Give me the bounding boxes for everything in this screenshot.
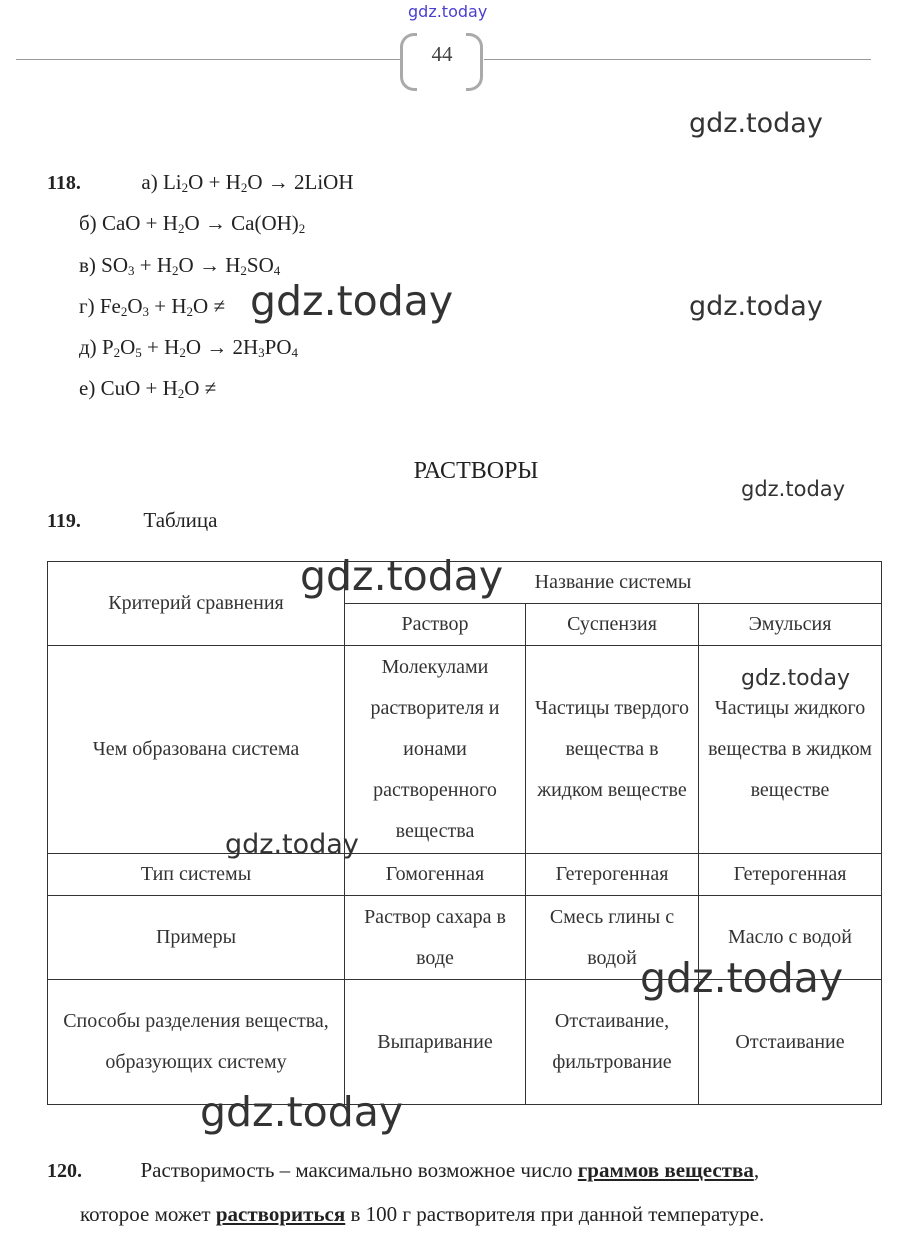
reaction-line: в) $SO_3 + H_2O \to H_2SO_4$ [79, 253, 281, 278]
reaction-line: д) $P_2O_5 + H_2O \to 2H_3PO_4$ [79, 335, 299, 360]
definition-keyword: раствориться [215, 1202, 346, 1226]
row-criterion: Способы разделения вещества, образующих систему [48, 980, 345, 1105]
watermark: gdz.today [689, 108, 823, 139]
row-criterion: Тип системы [48, 854, 345, 896]
table-cell: Смесь глины с водой [526, 896, 699, 980]
task-119 [47, 508, 217, 533]
table-cell: Масло с водой [699, 896, 882, 980]
watermark: gdz.today [640, 954, 844, 1002]
watermark: gdz.today [741, 477, 846, 501]
definition-punct: , [753, 1158, 760, 1182]
header-rule-left [16, 59, 400, 60]
task-number: 118. [47, 172, 81, 194]
column-header: Раствор [345, 604, 526, 646]
table-cell: Отстаивание [699, 980, 882, 1105]
reaction-line: г) $Fe_2O_3 + H_2O$ ≠ [79, 294, 225, 319]
watermark: gdz.today [689, 291, 823, 322]
table-cell: Выпаривание [345, 980, 526, 1105]
reaction-label: б) [79, 211, 97, 235]
section-title: РАСТВОРЫ [413, 458, 539, 484]
row-criterion: Примеры [48, 896, 345, 980]
definition-keyword: граммов вещества [577, 1158, 754, 1182]
definition-text: Растворимость – максимально возможное число [140, 1158, 573, 1182]
table-cell: Гетерогенная [699, 854, 882, 896]
reaction-line: е) CuO + $H_2O$ ≠ [79, 376, 217, 401]
watermark: gdz.today [250, 277, 454, 325]
table-cell: Частицы жидкого вещества в жидком веществе [699, 646, 882, 854]
table-cell: Частицы твердого вещества в жидком веществе [526, 646, 699, 854]
reaction-label: е) [79, 376, 96, 400]
table-cell: Раствор сахара в воде [345, 896, 526, 980]
reaction-line: б) CaO + $H_2O \to Ca(OH)_2$ [79, 211, 306, 236]
page-number-bracket-left [400, 33, 417, 91]
reaction-label: в) [79, 253, 96, 277]
watermark: gdz.today [300, 552, 504, 600]
row-criterion: Чем образована система [48, 646, 345, 854]
task-number: 119. [47, 510, 81, 532]
table-cell: Отстаивание, фильтрование [526, 980, 699, 1105]
task-120-line-2 [80, 1202, 764, 1227]
table-cell: Гетерогенная [526, 854, 699, 896]
table-cell: Гомогенная [345, 854, 526, 896]
reaction-label: д) [79, 335, 97, 359]
column-header: Эмульсия [699, 604, 882, 646]
table-cell: Молекулами растворителя и ионами растворенного вещества [345, 646, 526, 854]
definition-text: которое может [80, 1202, 211, 1226]
task-118: 118. а) $Li_2O + H_2O$ → 2LiOH [47, 170, 354, 195]
header-rule-right [484, 59, 871, 60]
definition-text: в 100 г растворителя при данной температуре. [350, 1202, 765, 1226]
watermark: gdz.today [200, 1088, 404, 1136]
column-header: Суспензия [526, 604, 699, 646]
watermark: gdz.today [741, 666, 851, 691]
page-number-bracket-right [466, 33, 483, 91]
table-caption: Таблица [143, 508, 218, 532]
reaction-label: г) [79, 294, 95, 318]
table-row [48, 854, 882, 896]
system-header: Название системы [345, 562, 882, 604]
watermark: gdz.today [225, 829, 359, 860]
top-watermark: gdz.today [408, 2, 488, 21]
task-120-line-1 [47, 1158, 759, 1183]
comparison-table [47, 561, 882, 1105]
task-number: 120. [47, 1160, 82, 1182]
page-number: 44 [431, 42, 453, 66]
reaction-label: а) [141, 170, 158, 194]
criterion-header: Критерий сравнения [48, 562, 345, 646]
